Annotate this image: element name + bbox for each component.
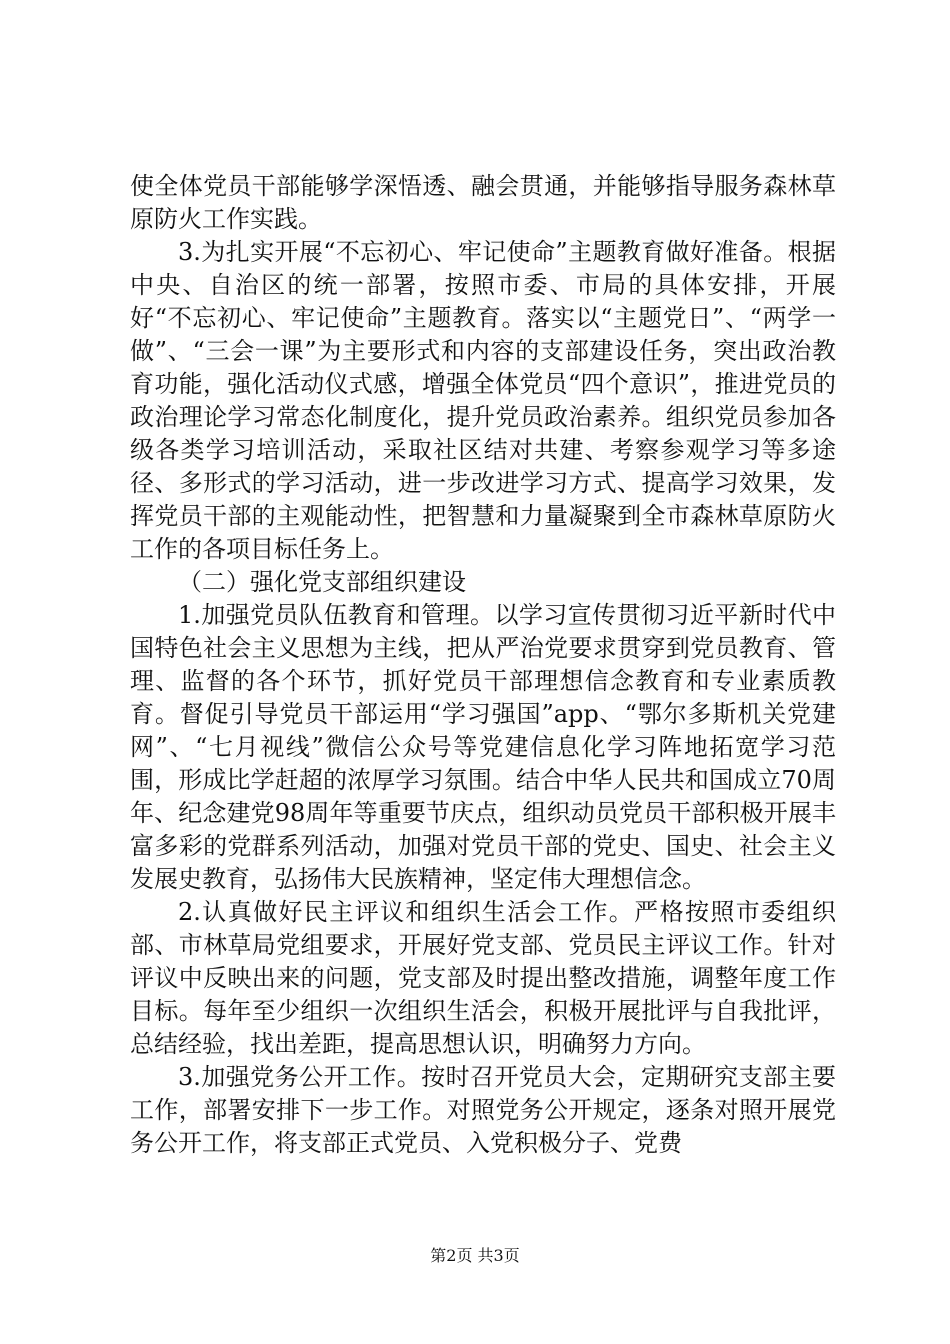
paragraph-democratic-review: 2.认真做好民主评议和组织生活会工作。严格按照市委组织部、市林草局党组要求，开展好党支部、党员民主评议工作。针对评议中反映出来的问题，党支部及时提出整改措施，调整年度工作目标。每年至少组织一次组织生活会，积极开展批评与自我批评，总结经验，找出差距，提高思想认识，明确努力方向。 — [130, 898, 836, 1058]
paragraph-member-education: 1.加强党员队伍教育和管理。以学习宣传贯彻习近平新时代中国特色社会主义思想为主线，把从严治党要求贯穿到党员教育、管理、监督的各个环节，抓好党员干部理想信念教育和专业素质教育。督促引导党员干部运用“学习强国”app、“鄂尔多斯机关党建网”、“七月视线”微信公众号等党建信息化学习阵地拓宽学习范围，形成比学赶超的浓厚学习氛围。结合中华人民共和国成立70周年、纪念建党98周年等重要节庆点，组织动员党员干部积极开展丰富多彩的党群系列活动，加强对党员干部的党史、国史、社会主义发展史教育，弘扬伟大民族精神，坚定伟大理想信念。 — [130, 601, 836, 893]
section-heading-branch-building: （二）强化党支部组织建设 — [178, 568, 466, 596]
page-footer — [0, 1245, 950, 1267]
page-number: 第2页 共3页 — [430, 1246, 520, 1265]
document-body — [130, 170, 836, 1160]
paragraph-party-affairs-disclosure: 3.加强党务公开工作。按时召开党员大会，定期研究支部主要工作，部署安排下一步工作。对照党务公开规定，逐条对照开展党务公开工作，将支部正式党员、入党积极分子、党费 — [130, 1063, 836, 1157]
paragraph-continuation: 使全体党员干部能够学深悟透、融会贯通，并能够指导服务森林草原防火工作实践。 — [130, 172, 836, 233]
paragraph-theme-education: 3.为扎实开展“不忘初心、牢记使命”主题教育做好准备。根据中央、自治区的统一部署，按照市委、市局的具体安排，开展好“不忘初心、牢记使命”主题教育。落实以“主题党日”、“两学一做”、“三会一课”为主要形式和内容的支部建设任务，突出政治教育功能，强化活动仪式感，增强全体党员“四个意识”，推进党员的政治理论学习常态化制度化，提升党员政治素养。组织党员参加各级各类学习培训活动，采取社区结对共建、考察参观学习等多途径、多形式的学习活动，进一步改进学习方式、提高学习效果，发挥党员干部的主观能动性，把智慧和力量凝聚到全市森林草原防火工作的各项目标任务上。 — [130, 238, 836, 563]
